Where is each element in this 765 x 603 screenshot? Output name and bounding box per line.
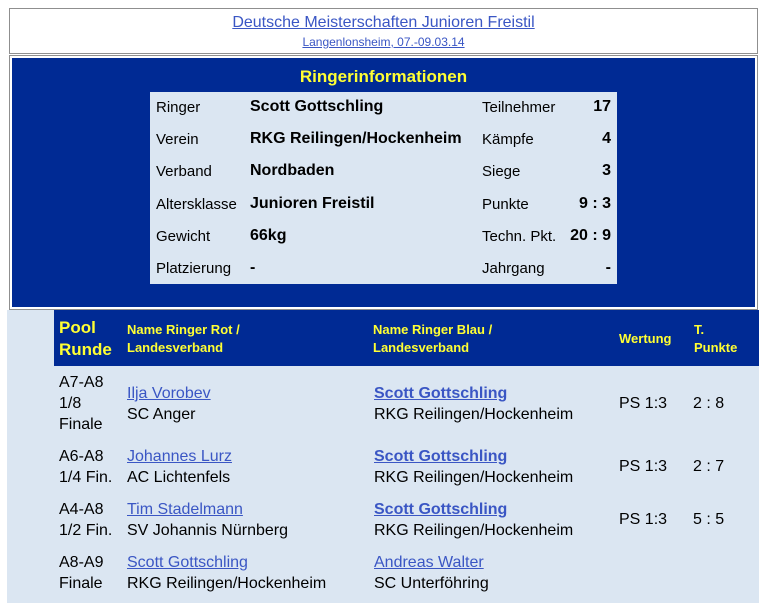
blue-wrestler (374, 446, 573, 488)
red-wrestler (127, 383, 211, 425)
info-row-gewicht (150, 221, 617, 253)
match-tech-points: 5 : 5 (693, 511, 725, 528)
blue-wrestler-link[interactable]: Scott Gottschling (374, 385, 508, 402)
blue-wrestler-link[interactable]: Andreas Walter (374, 554, 484, 571)
match-tech-points: 2 : 7 (693, 458, 725, 475)
info-value: 66kg (250, 227, 287, 244)
column-header-pool: Pool Runde (59, 318, 112, 359)
info-row-verein (150, 124, 617, 156)
red-wrestler-link[interactable]: Tim Stadelmann (127, 501, 243, 518)
info-value: - (250, 259, 256, 276)
event-header (9, 8, 758, 54)
info-row-altersklasse (150, 189, 617, 221)
info-label: Verband (156, 163, 212, 180)
match-tech-points: 2 : 8 (693, 395, 725, 412)
info-label: Siege (482, 163, 521, 180)
blue-club: RKG Reilingen/Hockenheim (374, 522, 574, 539)
match-wertung: PS 1:3 (619, 511, 668, 528)
info-value: 3 (602, 162, 611, 179)
info-label: Ringer (156, 99, 201, 116)
match-wertung: PS 1:3 (619, 395, 668, 412)
info-label: Punkte (482, 196, 529, 213)
results-table (7, 310, 759, 603)
info-row-platzierung (150, 253, 617, 285)
wrestler-info-panel (12, 58, 755, 307)
info-label: Platzierung (156, 260, 232, 277)
red-wrestler (127, 446, 232, 488)
blue-club: SC Unterföhring (374, 575, 489, 592)
column-header-wertung: Wertung (619, 331, 672, 346)
blue-club: RKG Reilingen/Hockenheim (374, 406, 574, 423)
info-row-verband (150, 156, 617, 188)
match-round: A7-A8 1/8 Finale (59, 374, 104, 433)
info-heading: Ringerinformationen (299, 67, 468, 86)
match-round: A6-A8 1/4 Fin. (59, 448, 113, 486)
red-club: RKG Reilingen/Hockenheim (127, 575, 327, 592)
info-value: RKG Reilingen/Hockenheim (250, 130, 462, 147)
info-value: 20 : 9 (570, 227, 611, 244)
event-location-date-link[interactable]: Langenlonsheim, 07.-09.03.14 (302, 35, 465, 49)
info-value: - (605, 259, 611, 276)
wrestler-info-frame (9, 55, 758, 310)
column-header-red: Name Ringer Rot / Landesverband (127, 322, 240, 355)
info-value: 17 (593, 98, 611, 115)
info-value: Scott Gottschling (250, 98, 384, 115)
results-header (54, 310, 759, 366)
match-wertung: PS 1:3 (619, 458, 668, 475)
event-title-link[interactable]: Deutsche Meisterschaften Junioren Freistil (232, 14, 535, 31)
red-wrestler (127, 499, 288, 541)
red-wrestler (127, 552, 326, 594)
blue-wrestler (374, 552, 489, 594)
match-round: A8-A9 Finale (59, 554, 104, 592)
info-label: Jahrgang (482, 260, 545, 277)
blue-wrestler-link[interactable]: Scott Gottschling (374, 448, 508, 465)
info-value: Junioren Freistil (250, 195, 375, 212)
red-club: SC Anger (127, 406, 196, 423)
red-wrestler-link[interactable]: Scott Gottschling (127, 554, 248, 571)
red-wrestler-link[interactable]: Ilja Vorobev (127, 385, 211, 402)
info-value: 9 : 3 (578, 195, 611, 212)
match-round: A4-A8 1/2 Fin. (59, 501, 113, 539)
info-label: Techn. Pkt. (482, 228, 557, 245)
red-club: SV Johannis Nürnberg (127, 522, 288, 539)
blue-wrestler (374, 383, 573, 425)
info-label: Teilnehmer (482, 99, 556, 116)
column-header-blue: Name Ringer Blau / Landesverband (373, 322, 493, 355)
info-label: Altersklasse (156, 196, 237, 213)
info-value: Nordbaden (250, 162, 335, 179)
info-label: Gewicht (156, 228, 211, 245)
blue-wrestler-link[interactable]: Scott Gottschling (374, 501, 508, 518)
blue-club: RKG Reilingen/Hockenheim (374, 469, 574, 486)
red-wrestler-link[interactable]: Johannes Lurz (127, 448, 232, 465)
info-row-ringer (150, 92, 617, 124)
info-label: Verein (156, 131, 199, 148)
info-label: Kämpfe (482, 131, 534, 148)
info-value: 4 (602, 130, 611, 147)
info-card (150, 92, 617, 284)
column-header-points: T. Punkte (694, 322, 738, 355)
blue-wrestler (374, 499, 573, 541)
red-club: AC Lichtenfels (127, 469, 231, 486)
